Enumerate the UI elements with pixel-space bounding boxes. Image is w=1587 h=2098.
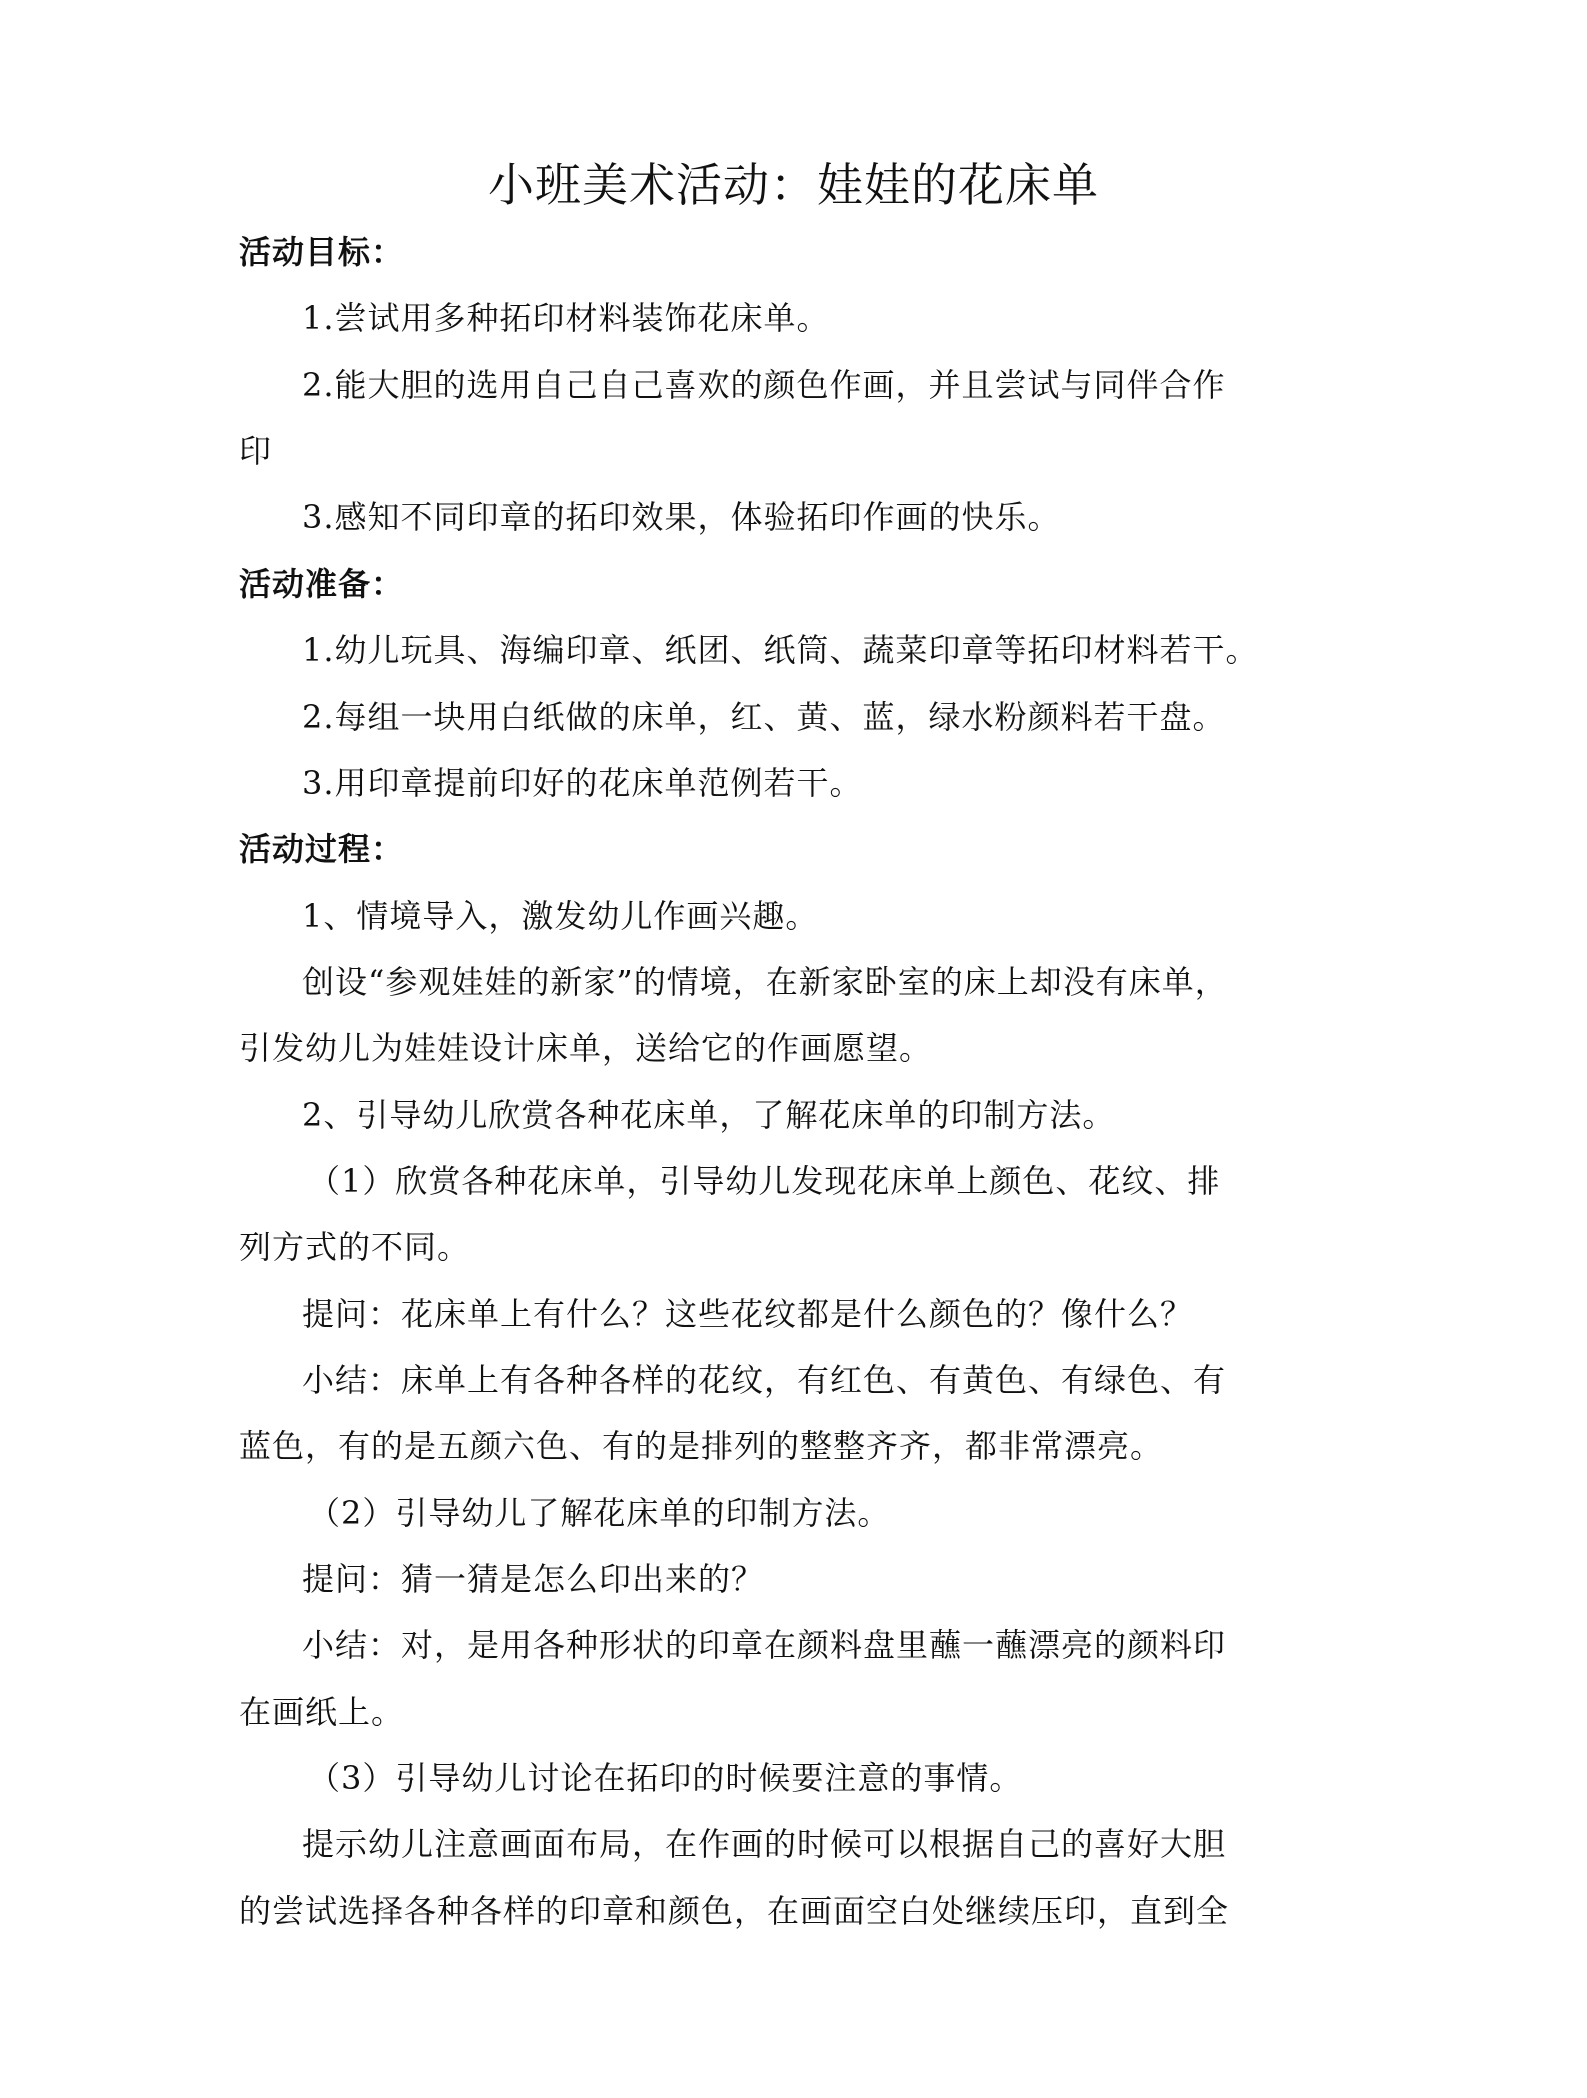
summary-paragraph: 蓝色，有的是五颜六色、有的是排列的整整齐齐，都非常漂亮。 <box>239 1427 1164 1465</box>
process-step-1: 1、情境导入，激发幼儿作画兴趣。 <box>302 897 819 935</box>
prep-item-3: 3.用印章提前印好的花床单范例若干。 <box>302 764 863 802</box>
goal-item-1: 1.尝试用多种拓印材料装饰花床单。 <box>302 299 830 337</box>
goal-item-3: 3.感知不同印章的拓印效果，体验拓印作画的快乐。 <box>302 498 1061 536</box>
question-paragraph: 提问：猜一猜是怎么印出来的？ <box>302 1560 765 1598</box>
section-heading-process: 活动过程： <box>239 830 405 868</box>
goal-item-2-continued: 印 <box>239 432 273 470</box>
summary-paragraph: 在画纸上。 <box>239 1693 405 1731</box>
prep-item-1: 1.幼儿玩具、海编印章、纸团、纸筒、蔬菜印章等拓印材料若干。 <box>302 631 1259 669</box>
summary-paragraph: 小结：对，是用各种形状的印章在颜料盘里蘸一蘸漂亮的颜料印 <box>302 1626 1227 1664</box>
process-substep-2: （2）引导幼儿了解花床单的印制方法。 <box>308 1494 891 1532</box>
tip-paragraph: 的尝试选择各种各样的印章和颜色，在画面空白处继续压印，直到全 <box>239 1892 1230 1930</box>
tip-paragraph: 提示幼儿注意画面布局，在作画的时候可以根据自己的喜好大胆 <box>302 1825 1227 1863</box>
question-paragraph: 提问：花床单上有什么？这些花纹都是什么颜色的？像什么？ <box>302 1295 1194 1333</box>
process-paragraph: 引发幼儿为娃娃设计床单，送给它的作画愿望。 <box>239 1029 933 1067</box>
section-heading-preparation: 活动准备： <box>239 565 405 603</box>
section-heading-goals: 活动目标： <box>239 233 405 271</box>
process-paragraph: 创设“参观娃娃的新家”的情境，在新家卧室的床上却没有床单， <box>302 963 1228 1001</box>
prep-item-2: 2.每组一块用白纸做的床单，红、黄、蓝，绿水粉颜料若干盘。 <box>302 698 1226 736</box>
process-paragraph: 列方式的不同。 <box>239 1228 471 1266</box>
process-step-2: 2、引导幼儿欣赏各种花床单，了解花床单的印制方法。 <box>302 1096 1116 1134</box>
process-substep-3: （3）引导幼儿讨论在拓印的时候要注意的事情。 <box>308 1759 1023 1797</box>
process-substep-1: （1）欣赏各种花床单，引导幼儿发现花床单上颜色、花纹、排 <box>308 1162 1221 1200</box>
summary-paragraph: 小结：床单上有各种各样的花纹，有红色、有黄色、有绿色、有 <box>302 1361 1227 1399</box>
goal-item-2: 2.能大胆的选用自己自己喜欢的颜色作画，并且尝试与同伴合作 <box>302 366 1226 404</box>
page-title: 小班美术活动：娃娃的花床单 <box>488 158 1099 212</box>
